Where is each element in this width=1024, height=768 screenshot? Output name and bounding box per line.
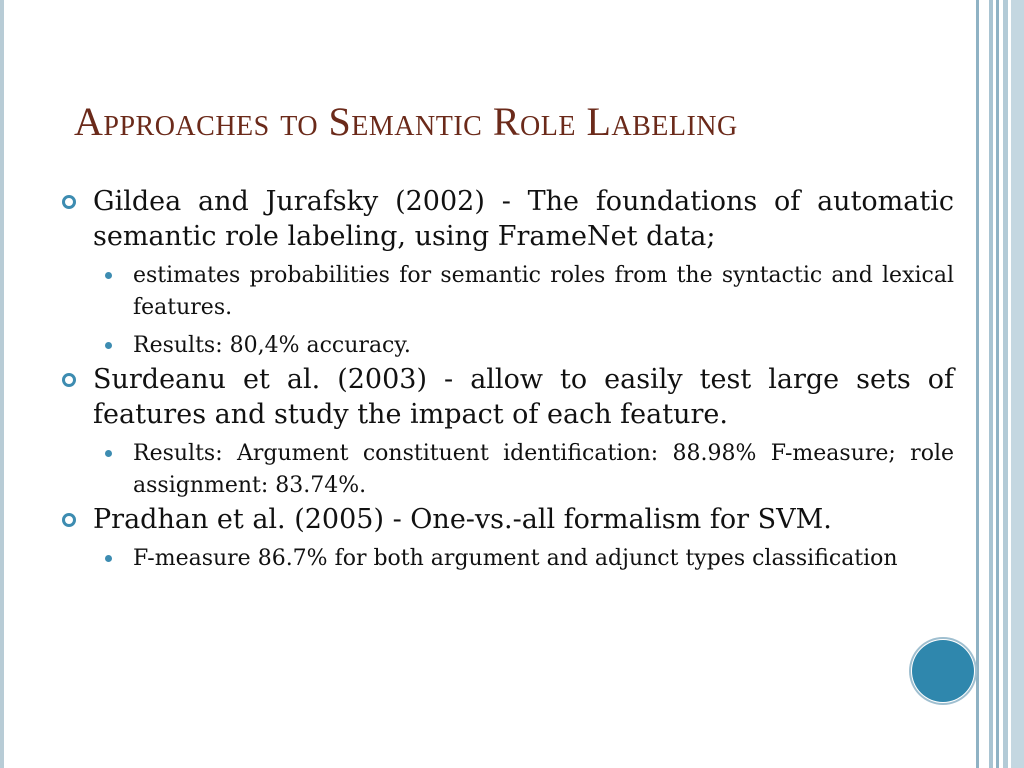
ring-bullet-icon [62,513,76,527]
stripe-gap [979,0,989,768]
slide-title: Approaches to Semantic Role Labeling [74,99,738,144]
bullet-text: Surdeanu et al. (2003) - allow to easily test large sets of features and study the impact of each feature. [93,364,954,430]
stripe [1011,0,1024,768]
sub-bullet-point [105,330,954,362]
bullet-text: Gildea and Jurafsky (2002) - The foundations of automatic semantic role labeling, using FrameNet data; [93,186,954,252]
ring-bullet-icon [62,195,76,209]
sub-bullet-text: estimates probabilities for semantic roles from the syntactic and lexical features. [133,263,954,320]
dot-bullet-icon [105,450,112,457]
sub-bullet-point [105,260,954,324]
ring-bullet-icon [62,373,76,387]
dot-bullet-icon [105,555,112,562]
sub-bullet-list [105,438,954,502]
slide-body [62,184,954,575]
sub-bullet-list [105,260,954,362]
sub-bullet-point [105,438,954,502]
dot-bullet-icon [105,272,112,279]
bullet-text: Pradhan et al. (2005) - One-vs.-all formalism for SVM. [93,504,832,535]
sub-bullet-text: Results: 80,4% accuracy. [133,333,411,358]
sub-bullet-text: Results: Argument constituent identification: 88.98% F-measure; role assignment: 83.74%. [133,441,954,498]
right-decorative-stripes [976,0,1024,768]
sub-bullet-point [105,543,954,575]
dot-bullet-icon [105,342,112,349]
bullet-group-pradhan [62,502,954,575]
circle-decoration [912,640,974,702]
left-edge-border [0,0,4,768]
bullet-group-gildea [62,184,954,362]
sub-bullet-list [105,543,954,575]
bullet-point [62,362,954,432]
bullet-point [62,502,954,537]
sub-bullet-text: F-measure 86.7% for both argument and adjunct types classification [133,546,898,571]
bullet-group-surdeanu [62,362,954,502]
bullet-point [62,184,954,254]
